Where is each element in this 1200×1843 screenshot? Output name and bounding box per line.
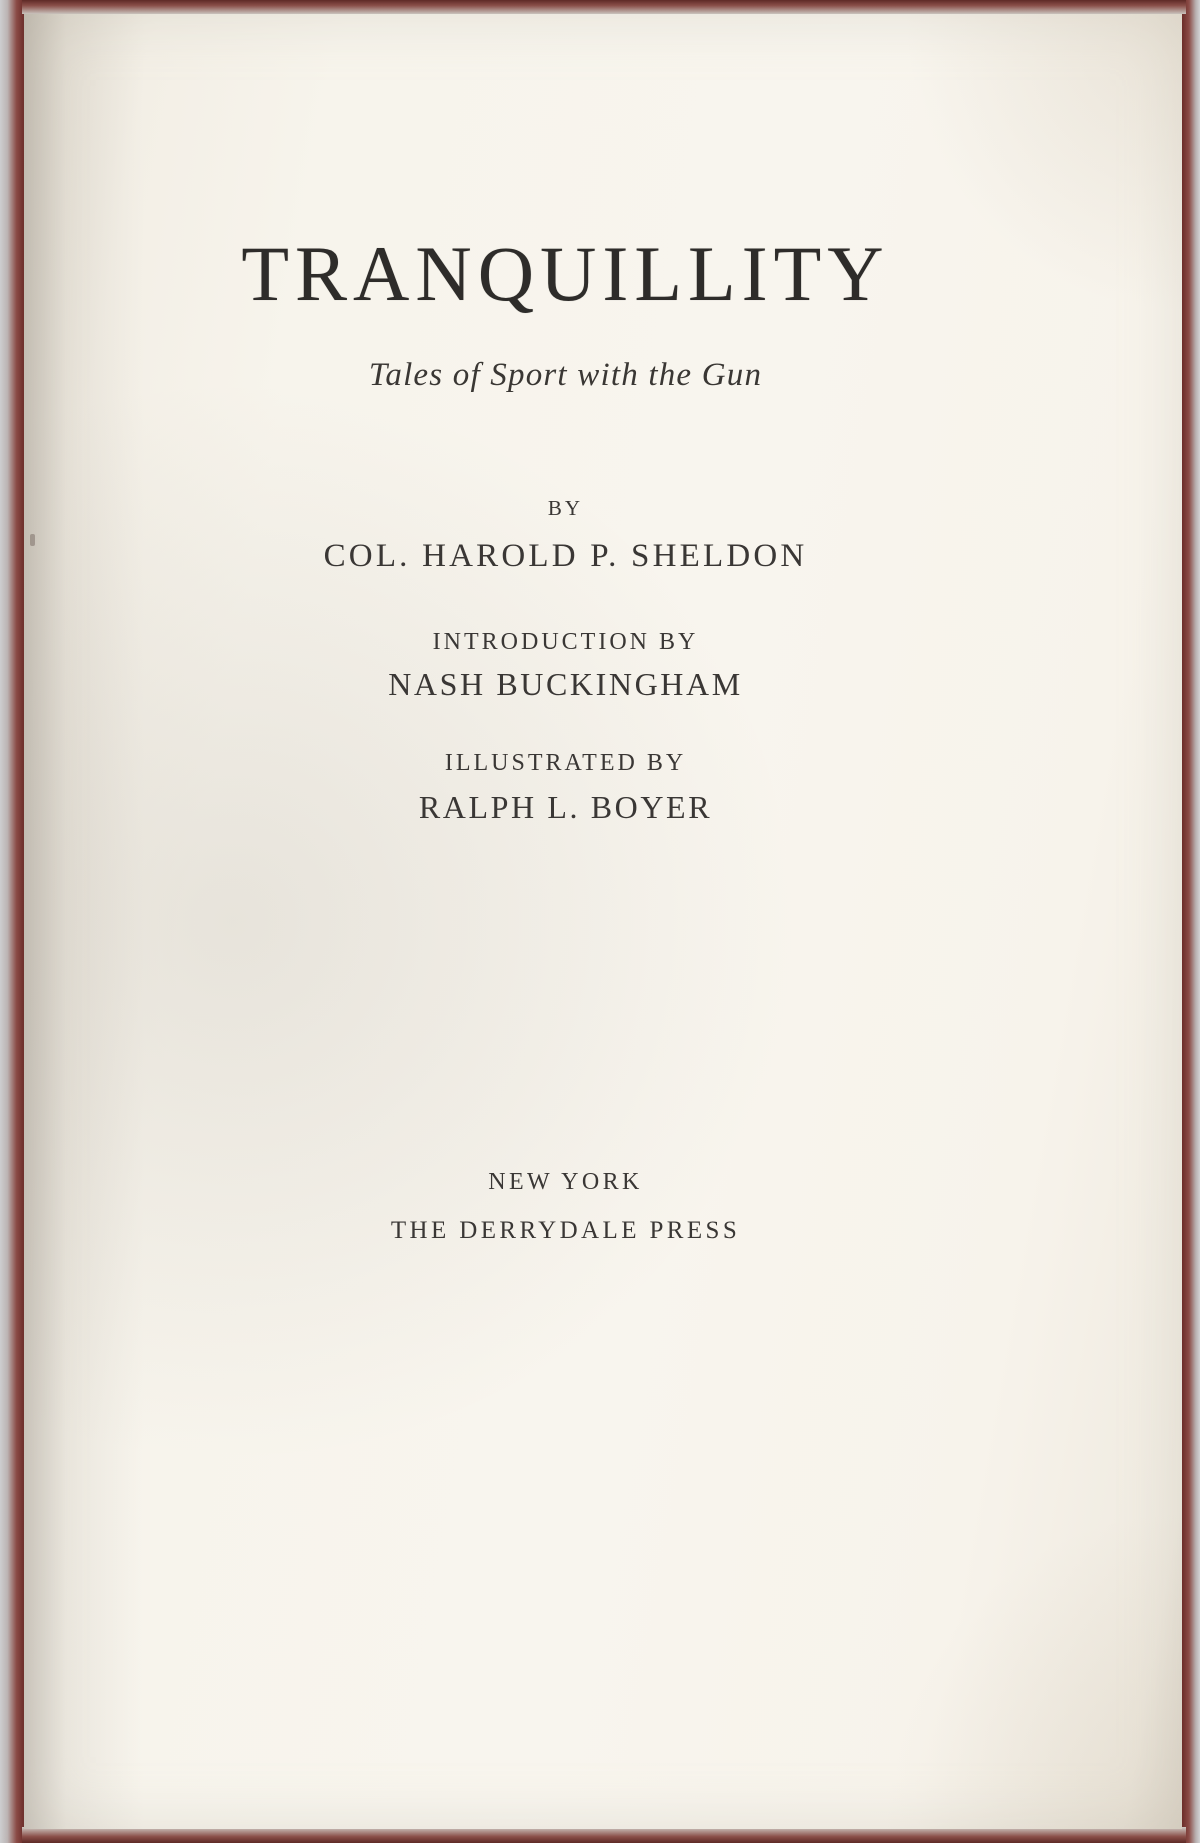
- publication-city: NEW YORK: [488, 1169, 643, 1195]
- illustrator-name: RALPH L. BOYER: [418, 789, 713, 825]
- book-subtitle: Tales of Sport with the Gun: [368, 357, 763, 393]
- book-cover-edge-bottom: [22, 1827, 1186, 1843]
- book-cover-edge-top: [22, 0, 1186, 14]
- title-page: [24, 14, 1182, 1829]
- title-page-content: [24, 14, 1182, 1829]
- publisher-name: THE DERRYDALE PRESS: [390, 1217, 741, 1244]
- introduction-author: NASH BUCKINGHAM: [388, 666, 743, 702]
- by-label: BY: [547, 496, 584, 520]
- illustrated-label: ILLUSTRATED BY: [444, 750, 687, 776]
- book-title: TRANQUILLITY: [241, 230, 890, 317]
- introduction-label: INTRODUCTION BY: [432, 629, 699, 655]
- book-author: COL. HAROLD P. SHELDON: [323, 538, 808, 574]
